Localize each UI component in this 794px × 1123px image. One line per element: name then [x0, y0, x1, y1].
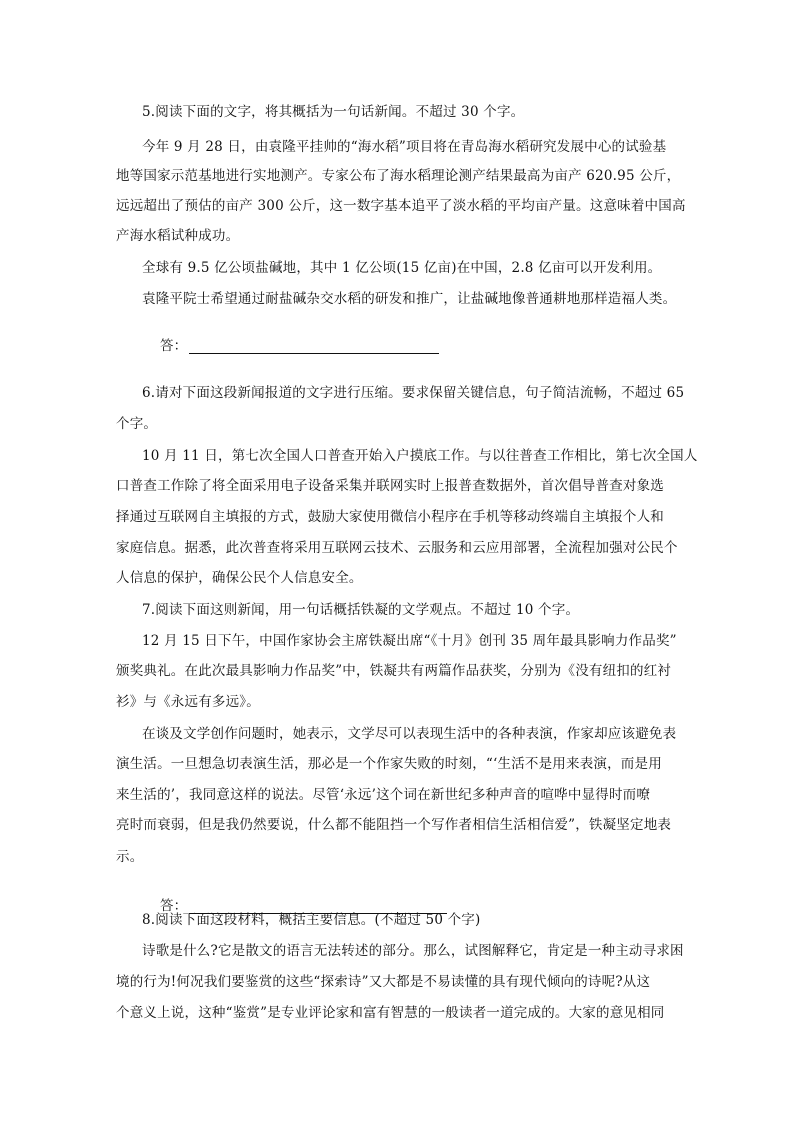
q7-para2-line: 演生活。一旦想急切表演生活，那必是一个作家失败的时刻，“‘生活不是用来表演，而是用: [116, 756, 662, 772]
q5-prompt: 5.阅读下面的文字，将其概括为一句话新闻。不超过 30 个字。: [142, 104, 525, 120]
q8-para1-line: 个意义上说，这种“鉴赏”是专业评论家和富有智慧的一般读者一道完成的。大家的意见相同: [116, 1005, 665, 1021]
q5-para2: 全球有 9.5 亿公顷盐碱地，其中 1 亿公顷(15 亿亩)在中国，2.8 亿亩可以开发利用。: [142, 260, 662, 276]
q5-para1-line: 产海水稻试种成功。: [116, 228, 240, 244]
q6-para1-line: 口普查工作除了将全面采用电子设备采集并联网实时上报普查数据外，首次倡导普查对象选: [116, 478, 664, 494]
q7-para1-line: 衫》与《永远有多远》。: [116, 694, 260, 710]
q5-para1-line: 地等国家示范基地进行实地测产。专家公布了海水稻理论测产结果最高为亩产 620.95 公斤，: [116, 168, 681, 184]
q5-answer-blank[interactable]: [189, 339, 439, 354]
q7-para1-line: 颁奖典礼。在此次最具影响力作品奖”中，铁凝共有两篇作品获奖，分别为《没有纽扣的红衬: [116, 663, 672, 679]
q5-para1-line: 远远超出了预估的亩产 300 公斤，这一数字基本追平了淡水稻的平均亩产量。这意味着中国高: [116, 198, 686, 214]
q7-para1-line: 12 月 15 日下午，中国作家协会主席铁凝出席“《十月》创刊 35 周年最具影响力作品奖”: [142, 633, 677, 649]
q7-prompt: 7.阅读下面这则新闻，用一句话概括铁凝的文学观点。不超过 10 个字。: [142, 602, 580, 618]
q5-para1-line: 今年 9 月 28 日，由袁隆平挂帅的“海水稻”项目将在青岛海水稻研究发展中心的试验基: [142, 139, 667, 155]
q7-para2-line: 亮时而衰弱，但是我仍然要说，什么都不能阻挡一个写作者相信生活相信爱”，铁凝坚定地表: [116, 817, 672, 833]
q5-answer-row: [142, 322, 439, 370]
q6-para1-line: 人信息的保护，确保公民个人信息安全。: [116, 570, 363, 586]
q7-para2-line: 示。: [116, 849, 144, 865]
q5-answer-label: 答：: [159, 338, 188, 354]
q8-para1-line: 诗歌是什么?它是散文的语言无法转述的部分。那么，试图解释它，肯定是一种主动寻求困: [142, 943, 684, 959]
q7-para2-line: 来生活的’，我同意这样的说法。尽管‘永远’这个词在新世纪多种声音的喧哗中显得时而嘹: [116, 787, 651, 803]
q6-para1-line: 家庭信息。据悉，此次普查将采用互联网云技术、云服务和云应用部署，全流程加强对公民个: [116, 540, 678, 556]
q8-para1-line: 境的行为!何况我们要鉴赏的这些“探索诗”又大都是不易读懂的具有现代倾向的诗呢?从这: [116, 974, 651, 990]
q6-prompt-line: 个字。: [116, 416, 158, 432]
q6-prompt-line: 6.请对下面这段新闻报道的文字进行压缩。要求保留关键信息，句子简洁流畅，不超过 65: [142, 385, 685, 401]
q7-answer-label: 答：: [159, 898, 188, 914]
q6-para1-line: 择通过互联网自主填报的方式，鼓励大家使用微信小程序在手机等移动终端自主填报个人和: [116, 509, 664, 525]
q5-para3: 袁隆平院士希望通过耐盐碱杂交水稻的研发和推广，让盐碱地像普通耕地那样造福人类。: [142, 291, 677, 307]
q7-para2-line: 在谈及文学创作问题时，她表示，文学尽可以表现生活中的各种表演，作家却应该避免表: [142, 726, 677, 742]
q8-prompt: 8.阅读下面这段材料，概括主要信息。(不超过 50 个字): [142, 912, 481, 928]
q6-para1-line: 10 月 11 日，第七次全国人口普查开始入户摸底工作。与以往普查工作相比，第七次全国人: [142, 448, 698, 464]
